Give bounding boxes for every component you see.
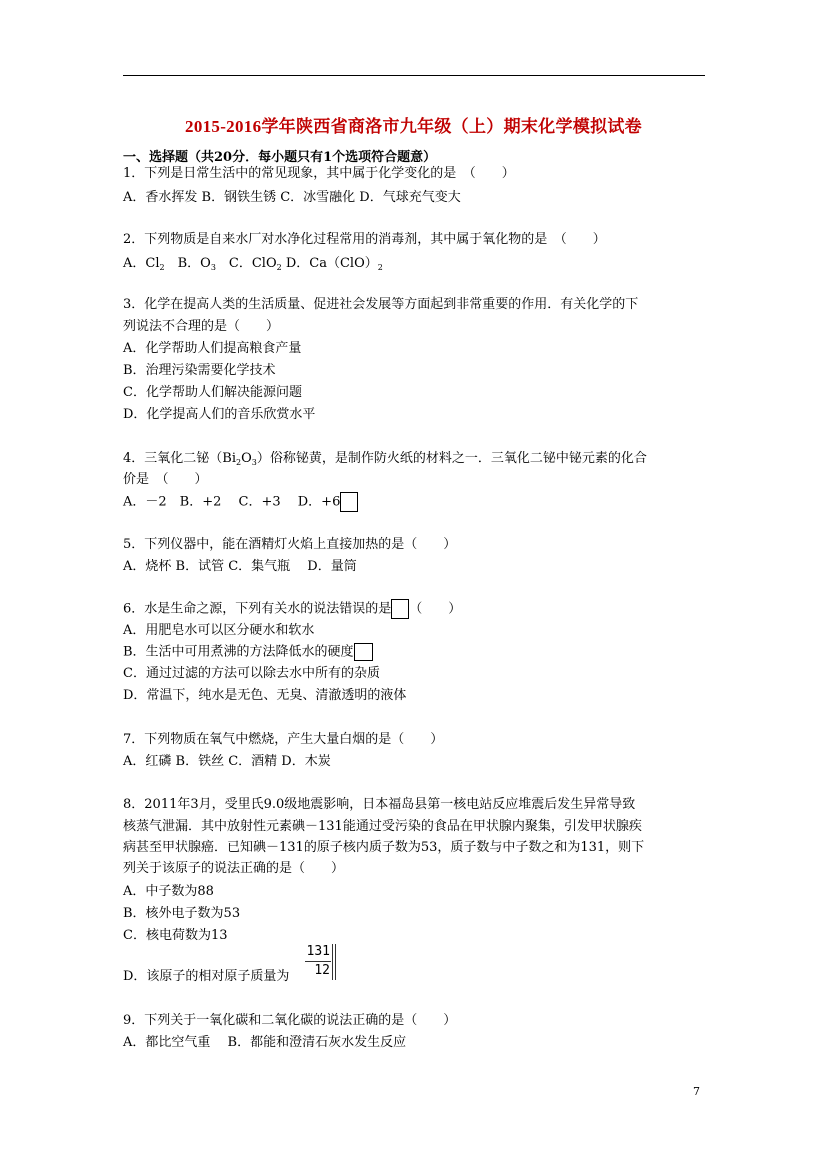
fraction-bar — [305, 961, 331, 962]
q3-stem-line1: 3．化学在提高人类的生活质量、促进社会发展等方面起到非常重要的作用．有关化学的下 — [123, 297, 639, 312]
fraction-denominator: 12 — [314, 963, 330, 978]
q3-option-a: A．化学帮助人们提高粮食产量 — [123, 341, 302, 356]
q6-stem: 6．水是生命之源，下列有关水的说法错误的是 （ ） — [123, 599, 461, 619]
q3-stem-line2: 列说法不合理的是（ ） — [123, 319, 280, 334]
q5-options: A．烧杯 B．试管 C．集气瓶 D．量筒 — [123, 559, 357, 574]
q1-options: A．香水挥发 B．钢铁生锈 C．冰雪融化 D．气球充气变大 — [123, 190, 461, 205]
q9-options: A．都比空气重 B．都能和澄清石灰水发生反应 — [123, 1035, 407, 1050]
q8-stem-line2: 核蒸气泄漏．其中放射性元素碘－131能通过受污染的食品在甲状腺内聚集，引发甲状腺疾 — [123, 819, 642, 834]
q7-options: A．红磷 B．铁丝 C．酒精 D．木炭 — [123, 754, 331, 769]
page-title: 2015-2016学年陕西省商洛市九年级（上）期末化学模拟试卷 — [185, 117, 642, 136]
q4-options: A．－2 B．+2 C．+3 D．+6 — [123, 492, 358, 512]
header-rule — [123, 75, 705, 76]
q7-stem: 7．下列物质在氧气中燃烧，产生大量白烟的是（ ） — [123, 732, 444, 747]
page-number: 7 — [693, 1085, 700, 1098]
q3-option-b: B．治理污染需要化学技术 — [123, 363, 276, 378]
q9-stem: 9．下列关于一氧化碳和二氧化碳的说法正确的是（ ） — [123, 1013, 457, 1028]
q8-option-a: A．中子数为88 — [123, 884, 214, 899]
q2-stem: 2．下列物质是自来水厂对水净化过程常用的消毒剂，其中属于氧化物的是 （ ） — [123, 232, 606, 247]
q1-stem: 1．下列是日常生活中的常见现象，其中属于化学变化的是 （ ） — [123, 166, 515, 181]
q8-option-c: C．核电荷数为13 — [123, 928, 228, 943]
q5-stem: 5．下列仪器中，能在酒精灯火焰上直接加热的是（ ） — [123, 537, 457, 552]
q6-option-a: A．用肥皂水可以区分硬水和软水 — [123, 623, 315, 638]
q8-stem-line3: 病甚至甲状腺癌．已知碘－131的原子核内质子数为53，质子数与中子数之和为131，则下 — [123, 840, 645, 855]
q8-stem-line1: 8．2011年3月，受里氏9.0级地震影响，日本福岛县第一核电站反应堆震后发生异常导致 — [123, 797, 636, 812]
blank-box — [340, 492, 358, 512]
q4-stem-line2: 价是 （ ） — [123, 472, 208, 487]
q6-option-d: D．常温下，纯水是无色、无臭、清澈透明的液体 — [123, 688, 407, 703]
section-heading: 一、选择题（共20分．每小题只有1个选项符合题意） — [123, 150, 437, 165]
q3-option-c: C．化学帮助人们解决能源问题 — [123, 385, 302, 400]
q8-stem-line4: 列关于该原子的说法正确的是（ ） — [123, 861, 345, 876]
q8-option-d: D．该原子的相对原子质量为 — [123, 969, 290, 984]
q3-option-d: D．化学提高人们的音乐欣赏水平 — [123, 407, 316, 422]
q2-options: A．$Cl_2$ B．$O_3$ C．ClO$_2$ D．$Ca(ClO)_2$ — [123, 256, 383, 272]
q6-option-b: B．生活中可用煮沸的方法降低水的硬度 — [123, 643, 373, 662]
fraction-numerator: 131 — [306, 944, 330, 959]
q6-option-c: C．通过过滤的方法可以除去水中所有的杂质 — [123, 666, 380, 681]
q4-stem-line1: 4．三氧化二铋$(Bi_2O_3)$俗称铋黄，是制作防火纸的材料之一．三氧化二铋中铋元素的化合 — [123, 451, 647, 467]
fraction-image — [305, 944, 333, 980]
blank-box — [391, 599, 409, 619]
q8-option-b: B．核外电子数为53 — [123, 906, 241, 921]
blank-box — [354, 643, 373, 661]
